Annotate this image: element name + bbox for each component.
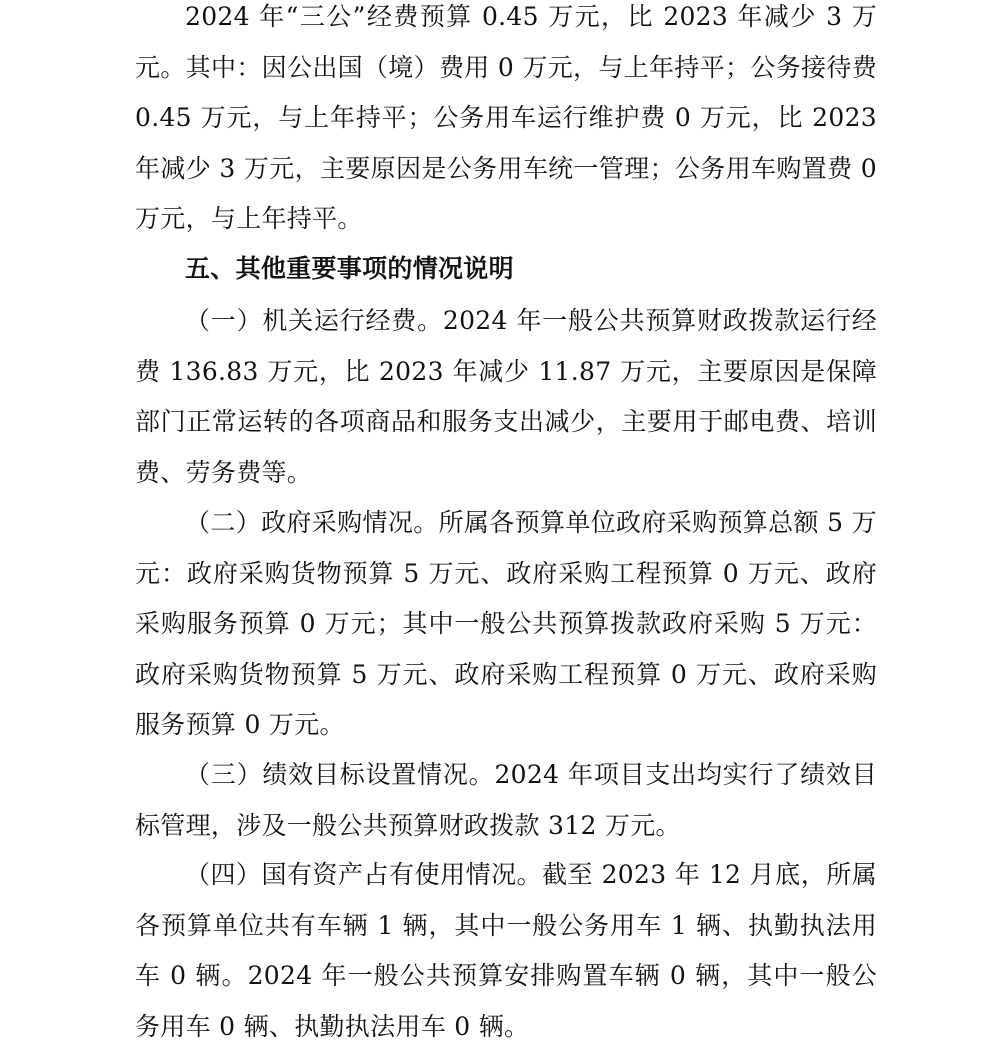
paragraph-government-procurement bbox=[135, 498, 877, 751]
paragraph-state-assets bbox=[135, 850, 877, 1052]
paragraph-three-public-funds bbox=[135, 0, 877, 245]
paragraph-lead: （一）机关运行经费。 bbox=[185, 306, 443, 335]
paragraph-performance-targets bbox=[135, 750, 877, 851]
paragraph-text: 2024 年一般公共预算财政拨款运行经费 136.83 万元，比 2023 年减少 11.87 万元，主要原因是保障部门正常运转的各项商品和服务支出减少，主要用于邮电费、培训费、劳务费等。 bbox=[135, 306, 877, 487]
paragraph-lead: （二）政府采购情况。 bbox=[185, 508, 439, 537]
section-heading-other-matters bbox=[135, 244, 877, 295]
paragraph-lead: （三）绩效目标设置情况。 bbox=[185, 760, 495, 789]
paragraph-text: 截至 2023 年 12 月底，所属各预算单位共有车辆 1 辆，其中一般公务用车 1 辆、执勤执法用车 0 辆。2024 年一般公共预算安排购置车辆 0 辆，其中一般公务用车 0 辆、执勤执法用车 0 辆。 bbox=[135, 860, 878, 1041]
paragraph-text: 所属各预算单位政府采购预算总额 5 万元：政府采购货物预算 5 万元、政府采购工程预算 0 万元、政府采购服务预算 0 万元；其中一般公共预算拨款政府采购 5 万元：政府采购货物预算 5 万元、政府采购工程预算 0 万元、政府采购服务预算 0 万元。 bbox=[135, 508, 877, 739]
paragraph-text: 2024 年“三公”经费预算 0.45 万元，比 2023 年减少 3 万元。其中：因公出国（境）费用 0 万元，与上年持平；公务接待费 0.45 万元，与上年持平；公务用车运行维护费 0 万元，比 2023 年减少 3 万元，主要原因是公务用车统一管理；公务用车购置费 0 万元，与上年持平。 bbox=[135, 2, 877, 233]
paragraph-text: 2024 年项目支出均实行了绩效目标管理，涉及一般公共预算财政拨款 312 万元。 bbox=[135, 760, 877, 840]
heading-text: 五、其他重要事项的情况说明 bbox=[185, 254, 514, 283]
paragraph-operating-expenses bbox=[135, 296, 877, 498]
paragraph-lead: （四）国有资产占有使用情况。 bbox=[185, 860, 543, 889]
